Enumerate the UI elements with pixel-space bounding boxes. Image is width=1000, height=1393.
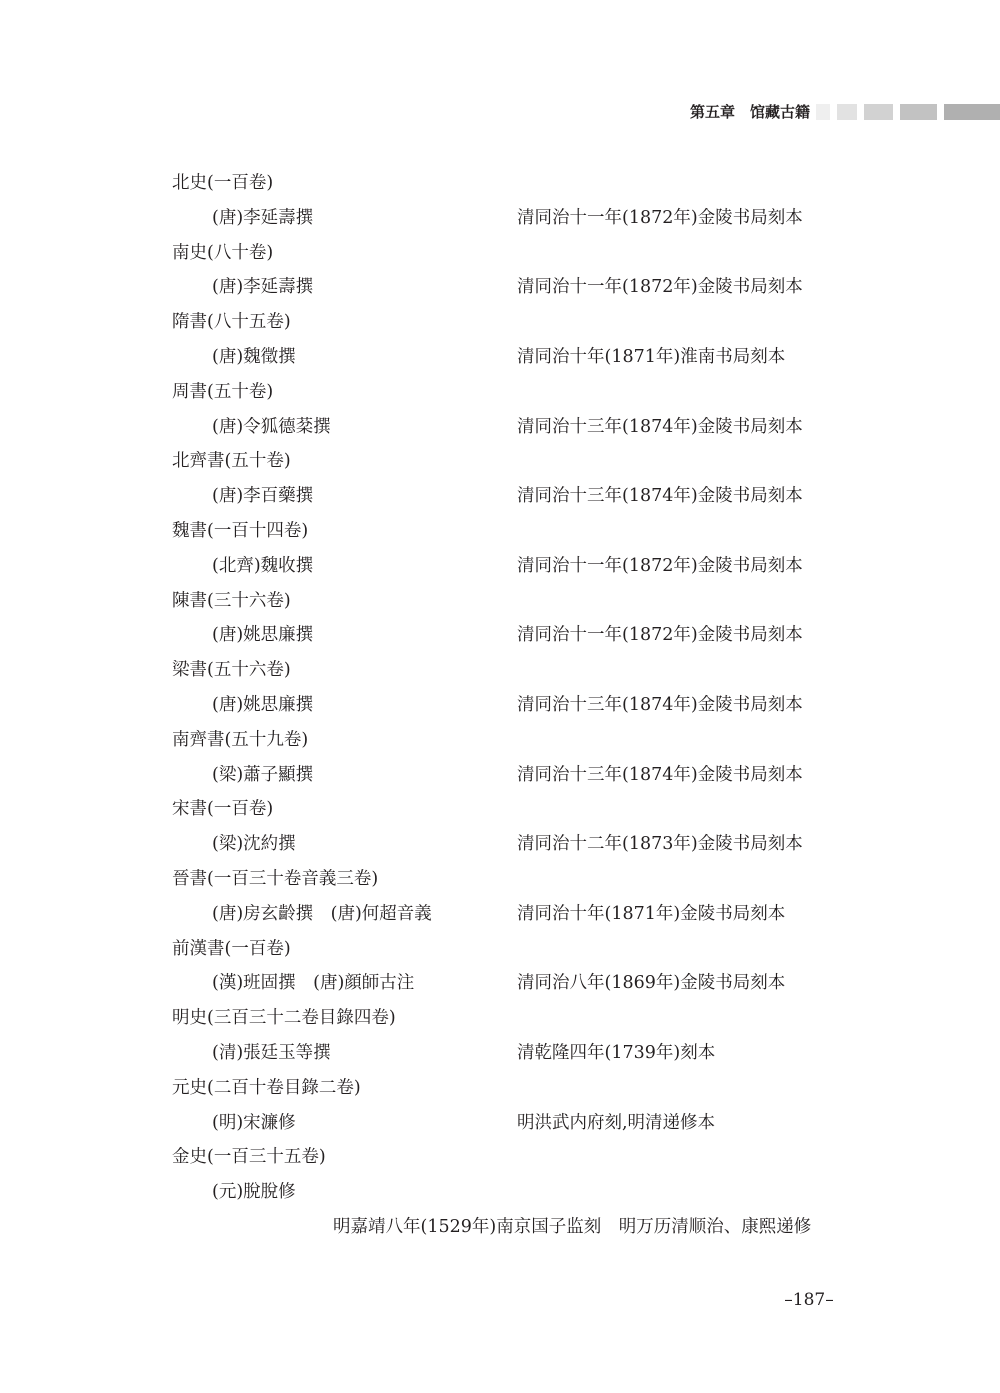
book-title: 明史(三百三十二卷目錄四卷) (172, 1008, 396, 1029)
header-decor-bar (864, 104, 893, 120)
book-author: (唐)李百藥撰 (212, 486, 314, 507)
entry-detail-line (0, 1175, 1000, 1210)
entry-detail-line (0, 966, 1000, 1001)
entry-title-line (0, 375, 1000, 410)
header-decor-bar (900, 104, 937, 120)
book-author: (清)張廷玉等撰 (212, 1042, 331, 1063)
entry-title-line (0, 166, 1000, 201)
book-author: (唐)令狐德棻撰 (212, 416, 331, 437)
header-decor-bar (837, 104, 857, 120)
entry-detail-line (0, 549, 1000, 584)
entry-title-line (0, 1140, 1000, 1175)
book-author: (唐)魏徵撰 (212, 346, 296, 367)
book-author: (唐)姚思廉撰 (212, 625, 314, 646)
entry-title-line (0, 862, 1000, 897)
entry-title-line (0, 1001, 1000, 1036)
book-author: (唐)房玄齡撰 (唐)何超音義 (212, 903, 432, 924)
book-title: 魏書(一百十四卷) (172, 520, 309, 541)
entry-title-line (0, 236, 1000, 271)
page-number: –187– (784, 1290, 834, 1310)
book-title: 南史(八十卷) (172, 242, 274, 263)
book-title: 宋書(一百卷) (172, 799, 274, 820)
book-title: 金史(一百三十五卷) (172, 1147, 326, 1168)
entry-edition-line (0, 1210, 1000, 1245)
chapter-title: 第五章 馆藏古籍 (690, 103, 811, 121)
entry-detail-line (0, 410, 1000, 445)
entry-detail-line (0, 479, 1000, 514)
entry-detail-line (0, 827, 1000, 862)
entry-title-line (0, 1071, 1000, 1106)
entry-detail-line (0, 618, 1000, 653)
book-title: 前漢書(一百卷) (172, 938, 291, 959)
book-edition: 清同治十年(1871年)金陵书局刻本 (517, 903, 786, 924)
entry-title-line (0, 514, 1000, 549)
book-author: (梁)沈約撰 (212, 834, 296, 855)
book-edition: 清同治十三年(1874年)金陵书局刻本 (517, 486, 803, 507)
book-title: 北史(一百卷) (172, 173, 274, 193)
book-edition: 清同治十一年(1872年)金陵书局刻本 (517, 625, 803, 646)
book-author: (明)宋濂修 (212, 1112, 296, 1133)
book-edition: 清同治十三年(1874年)金陵书局刻本 (517, 694, 803, 715)
book-edition: 清同治十一年(1872年)金陵书局刻本 (517, 277, 803, 298)
header-decor-bar (816, 104, 830, 120)
book-edition: 清同治八年(1869年)金陵书局刻本 (517, 973, 786, 994)
header-decor-bar (944, 104, 1000, 120)
catalog-entries (0, 166, 1000, 1245)
book-author: (唐)李延壽撰 (212, 277, 314, 298)
book-title: 元史(二百十卷目錄二卷) (172, 1077, 361, 1098)
book-edition: 明嘉靖八年(1529年)南京国子监刻 明万历清顺治、康熙递修 (333, 1216, 812, 1237)
book-author: (梁)蕭子顯撰 (212, 764, 314, 785)
entry-detail-line (0, 758, 1000, 793)
entry-title-line (0, 584, 1000, 619)
book-author: (漢)班固撰 (唐)顔師古注 (212, 973, 415, 994)
entry-detail-line (0, 1036, 1000, 1071)
book-edition: 清同治十一年(1872年)金陵书局刻本 (517, 555, 803, 576)
entry-title-line (0, 792, 1000, 827)
book-title: 晉書(一百三十卷音義三卷) (172, 868, 379, 889)
book-edition: 明洪武内府刻,明清递修本 (517, 1112, 716, 1133)
book-edition: 清同治十二年(1873年)金陵书局刻本 (517, 834, 803, 855)
entry-title-line (0, 444, 1000, 479)
entry-title-line (0, 932, 1000, 967)
book-edition: 清同治十一年(1872年)金陵书局刻本 (517, 207, 803, 228)
entry-title-line (0, 305, 1000, 340)
book-author: (元)脫脫修 (212, 1182, 296, 1203)
book-title: 北齊書(五十卷) (172, 451, 291, 472)
book-edition: 清乾隆四年(1739年)刻本 (517, 1042, 716, 1063)
book-title: 南齊書(五十九卷) (172, 729, 309, 750)
entry-detail-line (0, 688, 1000, 723)
book-author: (唐)姚思廉撰 (212, 694, 314, 715)
entry-detail-line (0, 897, 1000, 932)
book-author: (唐)李延壽撰 (212, 207, 314, 228)
entry-detail-line (0, 1106, 1000, 1141)
entry-title-line (0, 723, 1000, 758)
book-title: 梁書(五十六卷) (172, 660, 291, 681)
entry-detail-line (0, 340, 1000, 375)
book-title: 隋書(八十五卷) (172, 312, 291, 333)
entry-detail-line (0, 201, 1000, 236)
book-title: 陳書(三十六卷) (172, 590, 291, 611)
entry-detail-line (0, 270, 1000, 305)
entry-title-line (0, 653, 1000, 688)
book-edition: 清同治十三年(1874年)金陵书局刻本 (517, 764, 803, 785)
book-author: (北齊)魏收撰 (212, 555, 314, 576)
book-edition: 清同治十三年(1874年)金陵书局刻本 (517, 416, 803, 437)
book-title: 周書(五十卷) (172, 381, 274, 402)
book-edition: 清同治十年(1871年)淮南书局刻本 (517, 346, 786, 367)
